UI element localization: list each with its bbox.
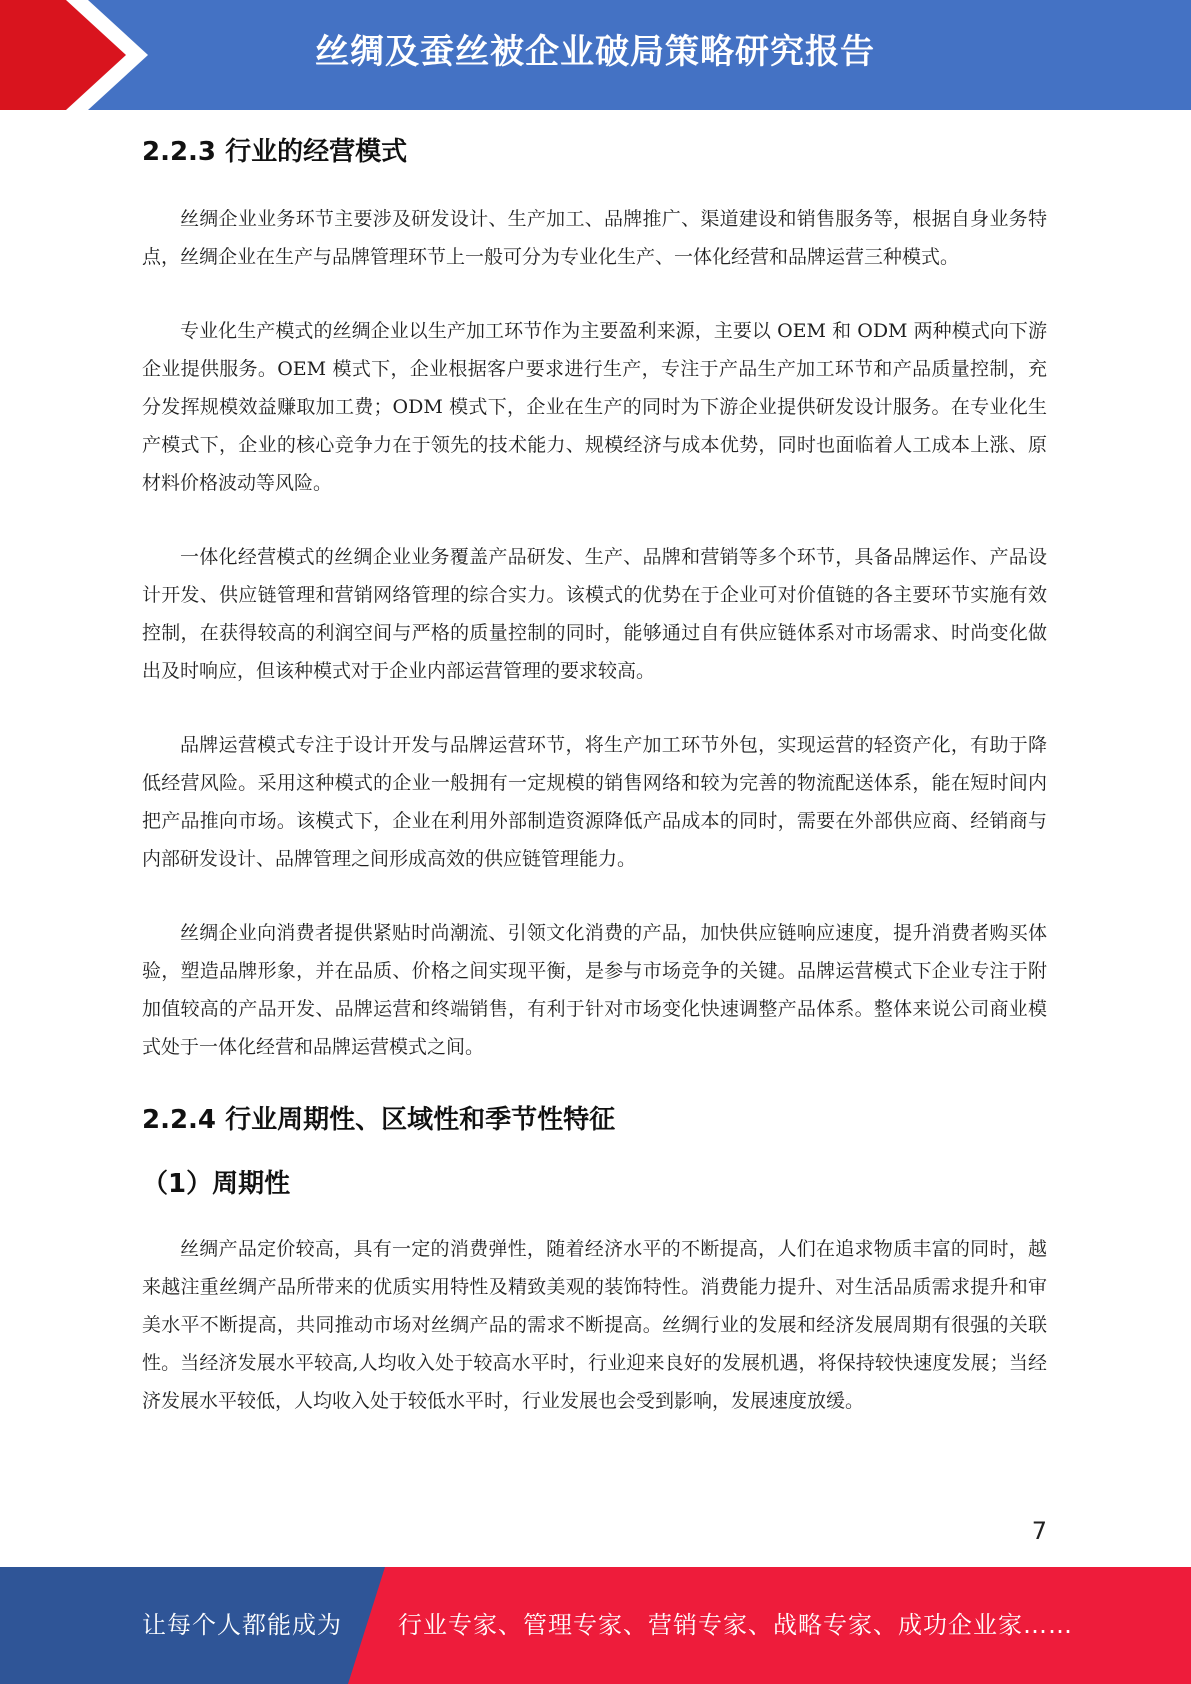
paragraph: 丝绸企业业务环节主要涉及研发设计、生产加工、品牌推广、渠道建设和销售服务等，根据自身业务特点，丝绸企业在生产与品牌管理环节上一般可分为专业化生产、一体化经营和品牌运营三种模式。 — [142, 208, 1047, 268]
section-heading-2-2-4: 2.2.4 行业周期性、区域性和季节性特征 — [142, 1105, 616, 1135]
page-number: 7 — [1031, 1517, 1047, 1545]
footer-slogan-left: 让每个人都能成为 — [142, 1611, 342, 1639]
section-heading-2-2-3: 2.2.3 行业的经营模式 — [142, 137, 408, 167]
paragraph: 专业化生产模式的丝绸企业以生产加工环节作为主要盈利来源，主要以 OEM 和 ODM 两种模式向下游企业提供服务。OEM 模式下，企业根据客户要求进行生产，专注于产品生产加工环节和产品质量控制，充分发挥规模效益赚取加工费；ODM 模式下，企业在生产的同时为下游企业提供研发设计服务。在专业化生产模式下，企业的核心竞争力在于领先的技术能力、规模经济与成本优势，同时也面临着人工成本上涨、原材料价格波动等风险。 — [142, 320, 1047, 494]
header-banner — [0, 0, 1191, 110]
subsection-heading-cyclicality: （1）周期性 — [142, 1169, 291, 1199]
footer-banner — [0, 1567, 1191, 1684]
paragraph: 丝绸产品定价较高，具有一定的消费弹性，随着经济水平的不断提高，人们在追求物质丰富的同时，越来越注重丝绸产品所带来的优质实用特性及精致美观的装饰特性。消费能力提升、对生活品质需求提升和审美水平不断提高，共同推动市场对丝绸产品的需求不断提高。丝绸行业的发展和经济发展周期有很强的关联性。当经济发展水平较高,人均收入处于较高水平时，行业迎来良好的发展机遇，将保持较快速度发展；当经济发展水平较低，人均收入处于较低水平时，行业发展也会受到影响，发展速度放缓。 — [142, 1238, 1047, 1412]
paragraph: 一体化经营模式的丝绸企业业务覆盖产品研发、生产、品牌和营销等多个环节，具备品牌运作、产品设计开发、供应链管理和营销网络管理的综合实力。该模式的优势在于企业可对价值链的各主要环节实施有效控制，在获得较高的利润空间与严格的质量控制的同时，能够通过自有供应链体系对市场需求、时尚变化做出及时响应，但该种模式对于企业内部运营管理的要求较高。 — [142, 546, 1047, 682]
report-title: 丝绸及蚕丝被企业破局策略研究报告 — [315, 32, 875, 72]
paragraph: 品牌运营模式专注于设计开发与品牌运营环节，将生产加工环节外包，实现运营的轻资产化，有助于降低经营风险。采用这种模式的企业一般拥有一定规模的销售网络和较为完善的物流配送体系，能在短时间内把产品推向市场。该模式下，企业在利用外部制造资源降低产品成本的同时，需要在外部供应商、经销商与内部研发设计、品牌管理之间形成高效的供应链管理能力。 — [142, 734, 1047, 870]
paragraph: 丝绸企业向消费者提供紧贴时尚潮流、引领文化消费的产品，加快供应链响应速度，提升消费者购买体验，塑造品牌形象，并在品质、价格之间实现平衡，是参与市场竞争的关键。品牌运营模式下企业专注于附加值较高的产品开发、品牌运营和终端销售，有利于针对市场变化快速调整产品体系。整体来说公司商业模式处于一体化经营和品牌运营模式之间。 — [142, 922, 1047, 1058]
document-body — [142, 126, 1047, 1420]
footer-slogan-right: 行业专家、管理专家、营销专家、战略专家、成功企业家…… — [398, 1611, 1073, 1639]
